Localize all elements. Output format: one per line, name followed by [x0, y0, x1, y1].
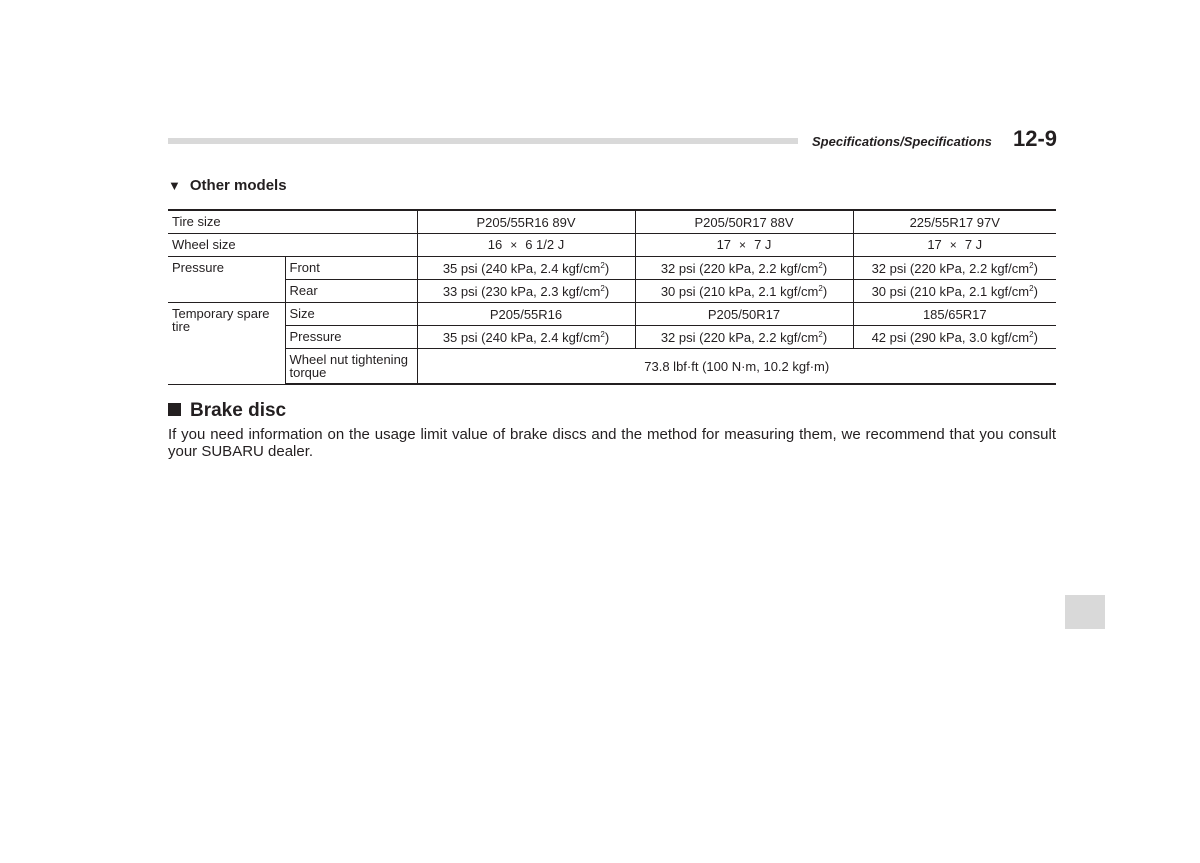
front-pressure-cell: 32 psi (220 kPa, 2.2 kgf/$cm^2$) — [635, 257, 853, 280]
wheel-width: 7 J — [964, 237, 983, 252]
table-row-wheel-size — [168, 234, 1056, 257]
spare-size-cell: P205/55R16 — [417, 303, 635, 326]
rear-pressure-cell: 33 psi (230 kPa, 2.3 kgf/$cm^2$) — [417, 280, 635, 303]
tire-spec-table — [168, 209, 1056, 385]
tire-size-cell: P205/55R16 89V — [417, 210, 635, 234]
spare-pressure-cell: 32 psi (220 kPa, 2.2 kgf/$cm^2$) — [635, 326, 853, 349]
front-pressure-cell: 35 psi (240 kPa, 2.4 kgf/$cm^2$) — [417, 257, 635, 280]
tire-size-cell: 225/55R17 97V — [853, 210, 1056, 234]
spare-size-cell: P205/50R17 — [635, 303, 853, 326]
wheel-width: 6 1/2 J — [525, 237, 565, 252]
front-pressure-cell: 32 psi (220 kPa, 2.2 kgf/$cm^2$) — [853, 257, 1056, 280]
times-icon: × — [949, 238, 957, 252]
times-icon: × — [739, 238, 747, 252]
rear-pressure-cell: 30 psi (210 kPa, 2.1 kgf/$cm^2$) — [853, 280, 1056, 303]
wheel-diameter: 16 — [487, 237, 503, 252]
torque-label: Wheel nut tightening torque — [285, 349, 417, 385]
header-rule — [168, 138, 798, 144]
spare-pressure-label: Pressure — [285, 326, 417, 349]
spare-pressure-cell: 35 psi (240 kPa, 2.4 kgf/$cm^2$) — [417, 326, 635, 349]
wheel-width: 7 J — [754, 237, 772, 252]
spare-size-label: Size — [285, 303, 417, 326]
rear-pressure-cell: 30 psi (210 kPa, 2.1 kgf/$cm^2$) — [635, 280, 853, 303]
table-row-torque — [168, 349, 1056, 385]
brake-disc-body: If you need information on the usage limit value of brake discs and the method for measuring them, we recommend that you consult your SUBARU dealer. — [168, 426, 1056, 460]
wheel-size-cell — [853, 234, 1056, 257]
brake-disc-heading — [168, 400, 286, 422]
table-row-pressure-rear — [168, 280, 1056, 303]
page-number: 12-9 — [1013, 126, 1058, 151]
header-section-title: Specifications/Specifications — [812, 134, 992, 149]
rear-label: Rear — [285, 280, 417, 303]
spare-pressure-cell: 42 psi (290 kPa, 3.0 kgf/$cm^2$) — [853, 326, 1056, 349]
table-row-spare-size — [168, 303, 1056, 326]
times-icon: × — [510, 238, 518, 252]
pressure-label: Pressure — [168, 257, 285, 303]
torque-value: 73.8 lbf·ft (100 N·m, 10.2 kgf·m) — [417, 349, 1056, 385]
wheel-size-cell — [635, 234, 853, 257]
table-row-tire-size — [168, 210, 1056, 234]
chapter-thumb-tab — [1065, 595, 1105, 629]
spare-size-cell: 185/65R17 — [853, 303, 1056, 326]
tire-size-cell: P205/50R17 88V — [635, 210, 853, 234]
square-bullet-icon — [168, 403, 181, 416]
front-label: Front — [285, 257, 417, 280]
wheel-size-cell — [417, 234, 635, 257]
triangle-down-icon: ▼ — [168, 178, 181, 193]
temporary-spare-label: Temporary spare tire — [168, 303, 285, 385]
tire-size-label: Tire size — [168, 210, 417, 234]
table-row-spare-pressure — [168, 326, 1056, 349]
table-row-pressure-front — [168, 257, 1056, 280]
subheading-other-models — [168, 177, 287, 194]
wheel-diameter: 17 — [716, 237, 732, 252]
brake-disc-title: Brake disc — [190, 400, 287, 421]
wheel-diameter: 17 — [927, 237, 942, 252]
wheel-size-label: Wheel size — [168, 234, 417, 257]
subheading-title: Other models — [189, 177, 287, 194]
